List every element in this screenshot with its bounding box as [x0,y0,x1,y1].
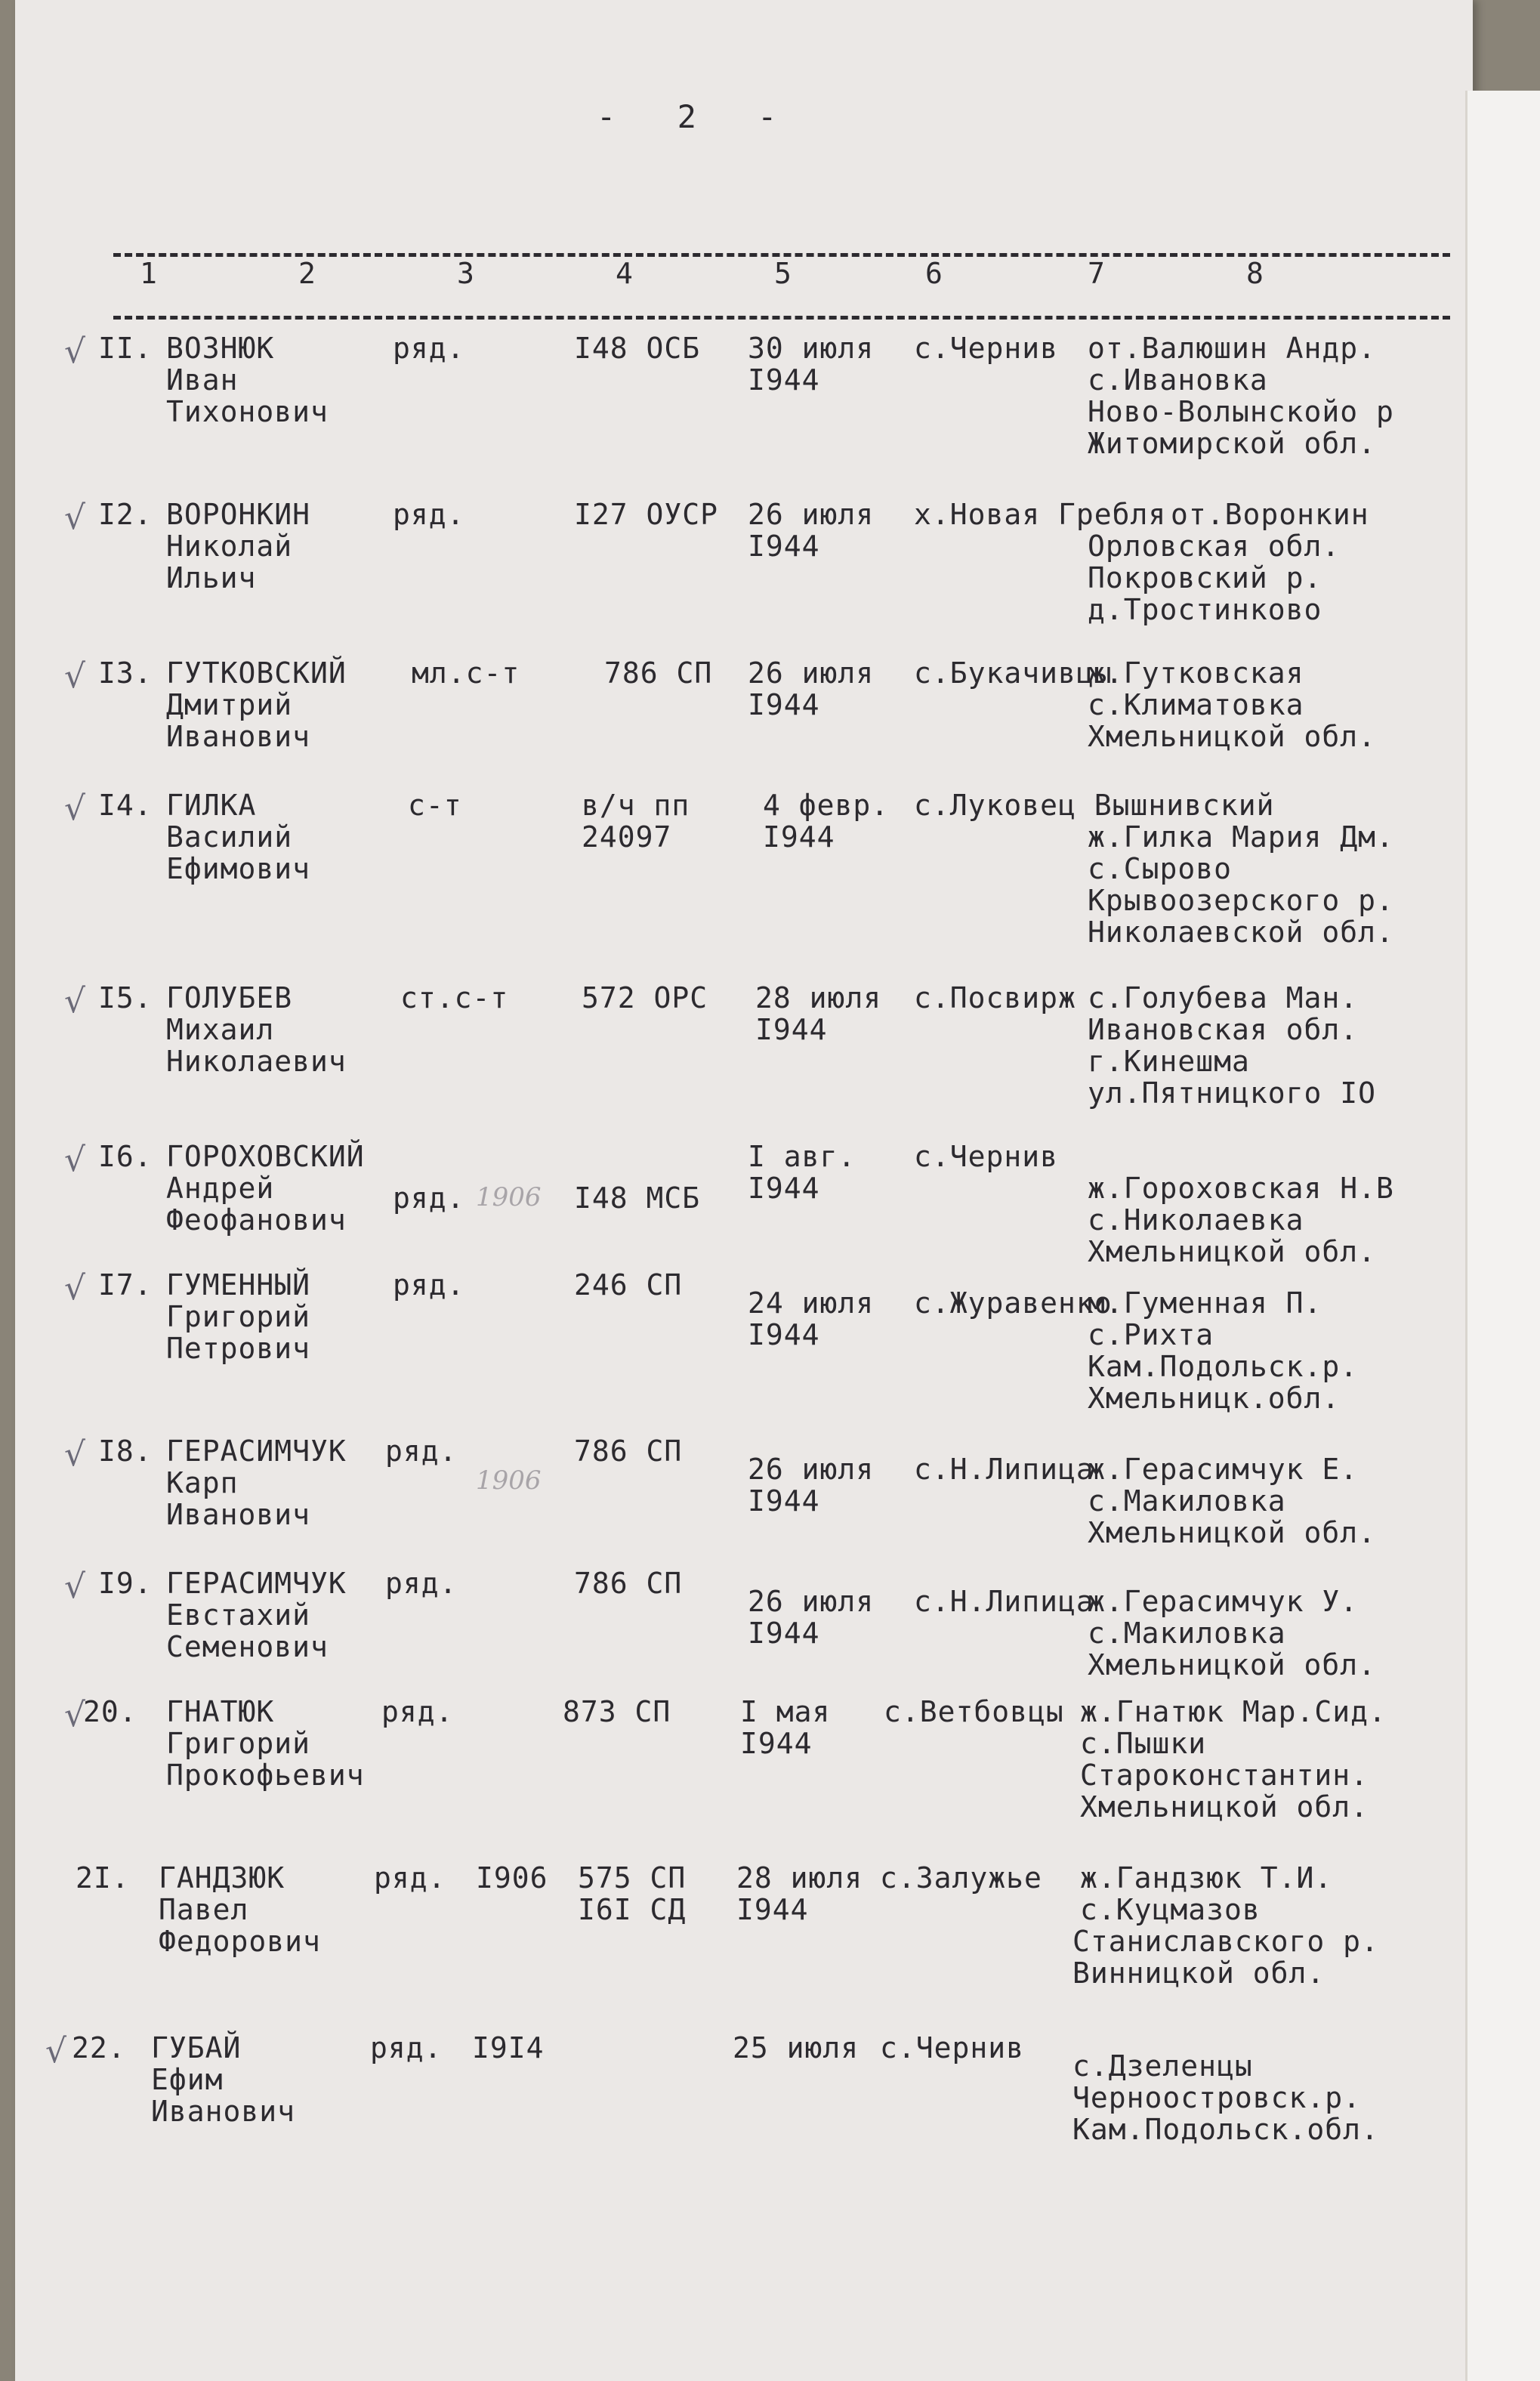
burial-place: с.Чернив [914,1140,1059,1173]
next-of-kin-line-3: Житомирской обл. [1088,427,1377,460]
date: 4 февр. [763,789,890,822]
next-of-kin-line-2: Хмельницкой обл. [1088,720,1377,753]
next-of-kin-line-2: Староконстантин. [1080,1759,1369,1792]
patronymic: Феофанович [166,1203,347,1237]
year: I944 [763,820,835,854]
next-of-kin-line-3: Крывоозерского р. [1088,884,1394,917]
next-of-kin-line-2: г.Кинешма [1088,1045,1250,1078]
given-name: Григорий [166,1727,311,1760]
birth-year: I906 [476,1861,548,1895]
next-of-kin-line-2: с.Сырово [1088,852,1233,885]
column-number-1: 1 [140,257,157,290]
next-of-kin-line-3: ул.Пятницкого IO [1088,1076,1377,1110]
date: 28 июля [736,1861,863,1895]
column-number-6: 6 [925,257,943,290]
date: 26 июля [748,1585,875,1618]
pencil-note: 1906 [476,1182,542,1212]
underlying-page-edge [1465,91,1540,2381]
unit: I48 ОСБ [574,332,701,365]
rank: ряд. [385,1434,458,1468]
next-of-kin: с.Голубева Ман. [1088,981,1359,1014]
next-of-kin: ж.Гороховская Н.В [1088,1172,1394,1205]
date: 28 июля [755,981,882,1014]
unit-line-2: I6I СД [578,1893,687,1926]
next-of-kin-line-1: с.Рихта [1088,1318,1214,1351]
next-of-kin-line-1: Ивановская обл. [1088,1013,1359,1046]
year: I944 [755,1013,828,1046]
next-of-kin: ж.Гутковская [1088,656,1304,690]
year: I944 [748,1484,820,1518]
given-name: Василий [166,820,293,854]
date: 30 июля [748,332,875,365]
surname: ГЕРАСИМЧУК [166,1434,347,1468]
next-of-kin: ж.Герасимчук У. [1088,1585,1359,1618]
surname: ГИЛКА [166,789,257,822]
date: 24 июля [748,1286,875,1320]
check-mark: √ [64,657,86,696]
given-name: Дмитрий [166,688,293,721]
next-of-kin-line-1: с.Куцмазов [1080,1893,1261,1926]
row-number: I3. [98,656,153,690]
row-number: I5. [98,981,153,1014]
given-name: Андрей [166,1172,275,1205]
burial-place: с.Н.Липица [914,1453,1094,1486]
next-of-kin-line-1: с.Макиловка [1088,1617,1286,1650]
unit: 246 СП [574,1268,683,1302]
unit-line-2: 24097 [582,820,672,854]
surname: ГОЛУБЕВ [166,981,293,1014]
next-of-kin-line-2: Покровский р. [1088,561,1322,594]
next-of-kin-line-3: Винницкой обл. [1072,1956,1326,1990]
row-number: 22. [72,2031,126,2064]
next-of-kin-line-1: с.Николаевка [1088,1203,1304,1237]
next-of-kin-line-4: Николаевской обл. [1088,916,1394,949]
next-of-kin-line-1: с.Климатовка [1088,688,1304,721]
rank: ряд. [370,2031,443,2064]
date: 26 июля [748,1453,875,1486]
year: I944 [748,1172,820,1205]
given-name: Григорий [166,1300,311,1333]
check-mark: √ [64,332,86,371]
burial-place: с.Луковец Вышнивский [914,789,1275,822]
date: I авг. [748,1140,856,1173]
column-number-8: 8 [1246,257,1264,290]
column-number-2: 2 [298,257,316,290]
column-number-7: 7 [1088,257,1105,290]
burial-place: с.Журавенко [914,1286,1113,1320]
rank: ряд. [381,1695,454,1728]
burial-place: с.Н.Липица [914,1585,1094,1618]
check-mark: √ [64,1696,86,1734]
surname: ГНАТЮК [166,1695,275,1728]
given-name: Николай [166,530,293,563]
unit: 786 СП [574,1434,683,1468]
row-number: I9. [98,1567,153,1600]
next-of-kin: с.Дзеленцы [1072,2049,1253,2083]
next-of-kin: от.Воронкин [1171,498,1369,531]
rank: ряд. [393,498,465,531]
given-name: Евстахий [166,1598,311,1632]
row-number: 20. [83,1695,137,1728]
next-of-kin-line-1: ж.Гилка Мария Дм. [1088,820,1394,854]
patronymic: Федорович [159,1925,321,1958]
next-of-kin-line-2: Станиславского р. [1072,1925,1379,1958]
next-of-kin: от.Валюшин Андр. [1088,332,1377,365]
header-dash-line-bottom [113,316,1450,320]
rank: ряд. [385,1567,458,1600]
surname: ГУБАЙ [151,2031,242,2064]
rank: ст.с-т [400,981,509,1014]
check-mark: √ [64,982,86,1021]
year: I944 [736,1893,809,1926]
date: 26 июля [748,656,875,690]
unit: 786 СП [574,1567,683,1600]
column-number-5: 5 [774,257,792,290]
page-number: - 2 - [597,98,798,135]
check-mark: √ [64,789,86,828]
row-number: I8. [98,1434,153,1468]
year: I944 [748,1617,820,1650]
patronymic: Ильич [166,561,257,594]
next-of-kin-line-2: Хмельницкой обл. [1088,1516,1377,1549]
next-of-kin: ж.Гнатюк Мар.Сид. [1080,1695,1387,1728]
year: I944 [748,530,820,563]
unit: 873 СП [563,1695,671,1728]
patronymic: Иванович [166,1498,311,1531]
next-of-kin-line-1: с.Ивановка [1088,363,1268,397]
unit: 572 ОРС [582,981,708,1014]
patronymic: Иванович [166,720,311,753]
check-mark: √ [64,1567,86,1606]
rank: ряд. [393,1181,465,1215]
next-of-kin-line-1: с.Макиловка [1088,1484,1286,1518]
patronymic: Петрович [166,1332,311,1365]
unit: I27 ОУСР [574,498,719,531]
rank: с-т [408,789,462,822]
given-name: Карп [166,1466,239,1499]
given-name: Ефим [151,2063,224,2096]
next-of-kin-line-3: Хмельницк.обл. [1088,1382,1341,1415]
surname: ГОРОХОВСКИЙ [166,1140,365,1173]
next-of-kin-line-3: д.Тростинково [1088,593,1322,626]
check-mark: √ [64,1435,86,1474]
rank: ряд. [393,332,465,365]
row-number: I7. [98,1268,153,1302]
row-number: 2I. [76,1861,130,1895]
year: I944 [748,1318,820,1351]
next-of-kin-line-1: Черноостровск.р. [1072,2081,1362,2114]
birth-year: I9I4 [472,2031,545,2064]
surname: ГУМЕННЫЙ [166,1268,311,1302]
rank: ряд. [374,1861,446,1895]
rank: ряд. [393,1268,465,1302]
year: I944 [740,1727,813,1760]
row-number: I2. [98,498,153,531]
patronymic: Семенович [166,1630,329,1663]
date: 25 июля [733,2031,859,2064]
next-of-kin-line-1: Орловская обл. [1088,530,1341,563]
next-of-kin-line-1: с.Пышки [1080,1727,1207,1760]
year: I944 [748,363,820,397]
patronymic: Прокофьевич [166,1759,365,1792]
row-number: I6. [98,1140,153,1173]
next-of-kin-line-2: Хмельницкой обл. [1088,1648,1377,1682]
unit: 575 СП [578,1861,687,1895]
unit: 786 СП [604,656,713,690]
burial-place: х.Новая Гребля [914,498,1167,531]
next-of-kin-line-2: Кам.Подольск.р. [1088,1350,1359,1383]
given-name: Павел [159,1893,249,1926]
pencil-note: 1906 [476,1465,542,1496]
surname: ГАНДЗЮК [159,1861,285,1895]
burial-place: с.Залужье [880,1861,1042,1895]
row-number: I4. [98,789,153,822]
next-of-kin-line-2: Хмельницкой обл. [1088,1235,1377,1268]
year: I944 [748,688,820,721]
surname: ВОРОНКИН [166,498,311,531]
check-mark: √ [45,2032,67,2071]
burial-place: с.Букачивцы [914,656,1113,690]
surname: ГУТКОВСКИЙ [166,656,347,690]
patronymic: Тихонович [166,395,329,428]
next-of-kin: м.Гуменная П. [1088,1286,1322,1320]
next-of-kin-line-2: Кам.Подольск.обл. [1072,2113,1379,2146]
date: I мая [740,1695,831,1728]
burial-place: с.Чернив [880,2031,1025,2064]
patronymic: Ефимович [166,852,311,885]
next-of-kin: ж.Гандзюк Т.И. [1080,1861,1333,1895]
surname: ГЕРАСИМЧУК [166,1567,347,1600]
next-of-kin-line-3: Хмельницкой обл. [1080,1790,1369,1824]
burial-place: с.Чернив [914,332,1059,365]
next-of-kin-line-2: Ново-Волынскойо р [1088,395,1394,428]
given-name: Иван [166,363,239,397]
column-number-3: 3 [457,257,474,290]
rank: мл.с-т [412,656,520,690]
check-mark: √ [64,1269,86,1308]
unit: в/ч пп [582,789,690,822]
burial-place: с.Посвирж [914,981,1076,1014]
burial-place: с.Ветбовцы [884,1695,1064,1728]
date: 26 июля [748,498,875,531]
check-mark: √ [64,499,86,537]
next-of-kin: ж.Герасимчук Е. [1088,1453,1359,1486]
patronymic: Николаевич [166,1045,347,1078]
surname: ВОЗНЮК [166,332,275,365]
given-name: Михаил [166,1013,275,1046]
patronymic: Иванович [151,2095,296,2128]
row-number: II. [98,332,153,365]
unit: I48 МСБ [574,1181,701,1215]
check-mark: √ [64,1141,86,1179]
column-number-4: 4 [616,257,633,290]
